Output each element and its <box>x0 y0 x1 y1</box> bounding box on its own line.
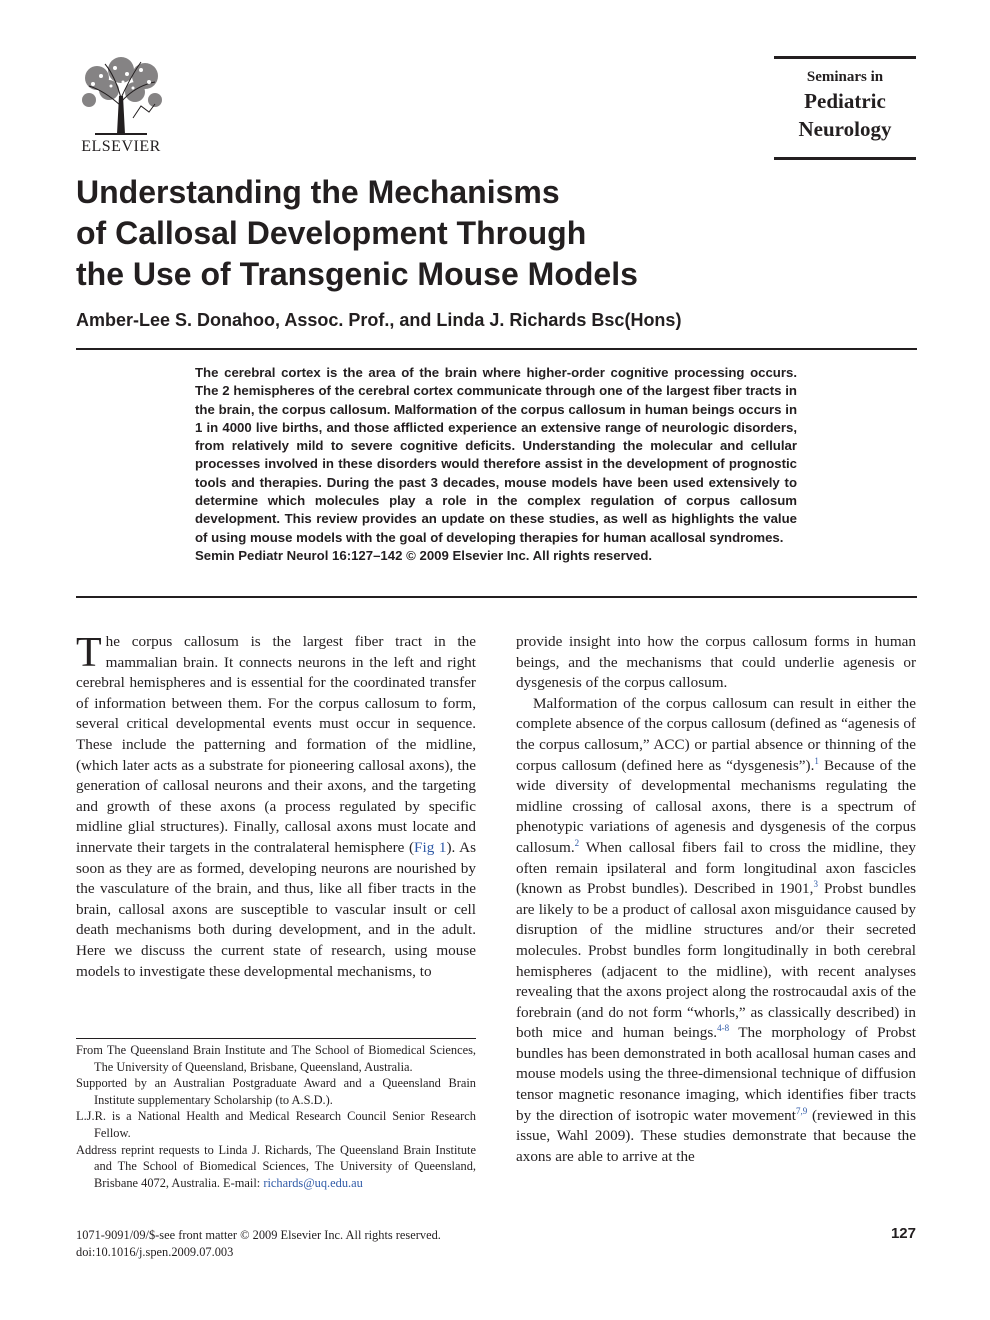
abstract-top-rule <box>76 348 917 350</box>
paragraph <box>516 694 916 1168</box>
abstract <box>195 364 797 565</box>
footnote-reprint-address <box>76 1142 476 1192</box>
citation-link[interactable]: 7,9 <box>795 1105 808 1116</box>
email-link[interactable]: richards@uq.edu.au <box>263 1175 363 1190</box>
title-line: of Callosal Development Through <box>76 215 587 251</box>
footnote-fellowship: L.J.R. is a National Health and Medical Research Council Senior Research Fellow. <box>76 1109 476 1140</box>
author-list: Amber-Lee S. Donahoo, Assoc. Prof., and Linda J. Richards Bsc(Hons) <box>76 310 682 330</box>
elsevier-tree-icon <box>75 56 167 136</box>
figure-reference-link[interactable]: Fig 1 <box>414 838 447 856</box>
footnote-affiliation: From The Queensland Brain Institute and The School of Biomedical Sciences, The University of Queensland, Brisbane, Queensland, Australia. <box>76 1043 476 1074</box>
text-run: Because of the wide diversity of developmental mechanisms regulating the midline crossing of callosal axons, there is a spectrum of phenotypic variations of agenesis and dysgenesis of the corpus callosum. <box>516 756 916 856</box>
page-footer <box>76 1227 441 1261</box>
journal-masthead <box>774 56 916 160</box>
title-line: Understanding the Mechanisms <box>76 174 560 210</box>
abstract-citation: Semin Pediatr Neurol 16:127–142 © 2009 Elsevier Inc. All rights reserved. <box>195 547 653 563</box>
paragraph: provide insight into how the corpus callosum forms in human beings, and the mechanisms that could underlie agenesis or dysgenesis of the corpus callosum. <box>516 633 916 692</box>
footnote-rule <box>76 1038 476 1039</box>
text-run: ). As soon as they are as formed, developing neurons are nourished by the vasculature of the brain, and thus, like all fiber tracts in the brain, callosal axons are susceptible to vascular insult or cell death mechanisms both during development, and in the adult. Here we discuss the current state of research, using mouse models to investigate these developmental mechanisms, to <box>76 838 476 980</box>
text-run: Address reprint requests to Linda J. Richards, The Queensland Brain Institute and The School of Biomedical Sciences, The University of Queensland, Brisbane 4072, Australia. E-mail: <box>76 1142 476 1190</box>
text-run: Malformation of the corpus callosum can result in either the complete absence of the corpus callosum (defined as “agenesis of the corpus callosum,” ACC) or partial absence or thinning of the corpus callosum (defined here as “dysgenesis”). <box>516 694 916 774</box>
footnotes <box>76 1042 476 1191</box>
journal-title-line1: Seminars in <box>806 69 884 85</box>
footnote-funding: Supported by an Australian Postgraduate Award and a Queensland Brain Institute supplementary Scholarship (to A.S.D.). <box>76 1076 476 1107</box>
paragraph <box>76 632 476 982</box>
text-run: (reviewed in this issue, Wahl 2009). These studies demonstrate that because the axons are able to arrive at the <box>516 1106 916 1165</box>
issn-line: 1071-9091/09/$-see front matter © 2009 Elsevier Inc. All rights reserved. <box>76 1228 441 1242</box>
drop-cap: T <box>76 630 102 676</box>
body-column-right <box>516 632 916 1167</box>
text-run: When callosal fibers fail to cross the midline, they often remain ipsilateral and form longitudinal axon fascicles (known as Probst bundles). Described in 1901, <box>516 838 916 898</box>
page-number: 127 <box>890 1225 916 1242</box>
abstract-bottom-rule <box>76 596 917 598</box>
citation-link[interactable]: 2 <box>574 837 580 848</box>
journal-title-line3: Neurology <box>798 117 892 141</box>
citation-link[interactable]: 4-8 <box>717 1023 730 1034</box>
citation-link[interactable]: 3 <box>813 879 818 890</box>
text-run: The morphology of Probst bundles has been demonstrated in both acallosal human cases and mouse models using the three-dimensional technique of diffusion tensor magnetic resonance imaging, which identifies fiber tracts by the direction of isotropic water movement <box>516 1024 917 1124</box>
journal-title-line2: Pediatric <box>804 89 886 113</box>
doi-line: doi:10.1016/j.spen.2009.07.003 <box>76 1245 234 1259</box>
text-run: Probst bundles are likely to be a product of callosal axon misguidance caused by disruption of the midline structures and/or their secreted molecules. Probst bundles form longitudinally in both cerebral hemispheres (adjacent to the midline), with recent analyses revealing that the axons project along the rostrocaudal axis of the forebrain (and do not form “whorls,” as classically described) in both mice and human beings. <box>516 880 916 1042</box>
publisher-name: ELSEVIER <box>81 138 161 155</box>
article-title <box>76 172 796 295</box>
title-line: the Use of Transgenic Mouse Models <box>76 256 638 292</box>
text-run: he corpus callosum is the largest fiber tract in the mammalian brain. It connects neurons in the left and right cerebral hemispheres and is essential for the coordinated transfer of information between them. For the corpus callosum to form, several critical developmental events must occur in sequence. These include the patterning and formation of the midline, (which later acts as a substrate for pioneering callosal axons), the generation of callosal neurons and their axons, and the targeting and growth of these axons (a process regulated by specific midline glial structures). Finally, callosal axons must locate and innervate their targets in the contralateral hemisphere ( <box>76 633 476 856</box>
elsevier-logo <box>75 56 167 156</box>
body-column-left <box>76 632 476 982</box>
abstract-text: The cerebral cortex is the area of the brain where higher-order cognitive processing occurs. The 2 hemispheres of the cerebral cortex communicate through one of the largest fiber tracts in the brain, the corpus callosum. Malformation of the corpus callosum in human beings occurs in 1 in 4000 live births, and those afflicted experience an extensive range of neurologic disorders, from relatively mild to severe cognitive deficits. Understanding the molecular and cellular processes involved in these disorders would therefore assist in the development of prognostic tools and therapies. During the past 3 decades, mouse models have been used extensively to determine which molecules play a role in the complex regulation of corpus callosum development. This review provides an update on these studies, as well as highlights the value of using mouse models with the goal of developing therapies for human acallosal syndromes. <box>195 365 797 545</box>
citation-link[interactable]: 1 <box>814 755 819 766</box>
